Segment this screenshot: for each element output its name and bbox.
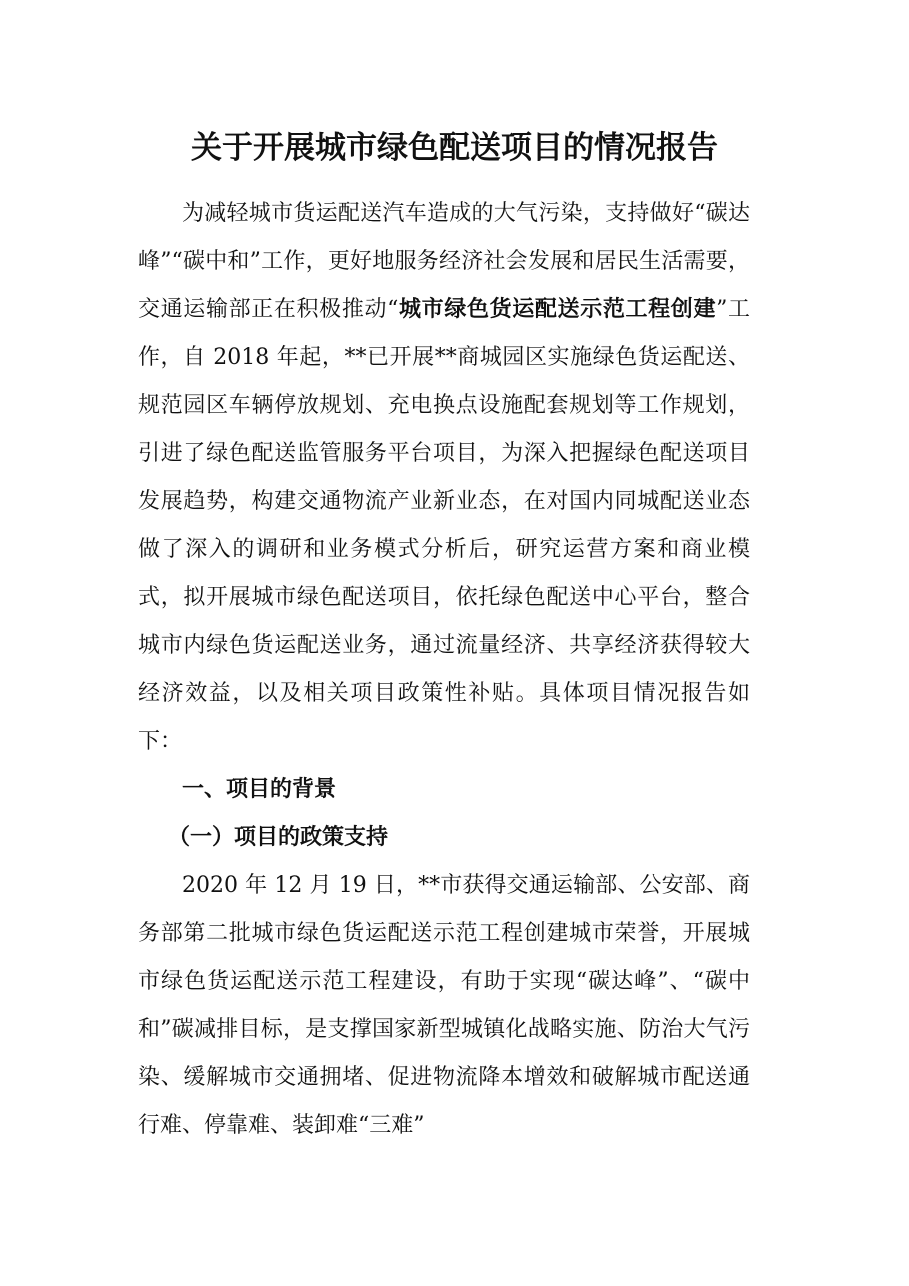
paragraph-intro-text-b: ”工作，自 2018 年起，**已开展**商城园区实施绿色货运配送、规范园区车辆停放规划、充电换点设施配套规划等工作规划，引进了绿色配送监管服务平台项目，为深入把握绿色配送项目发展趋势，构建交通物流产业新业态，在对国内同城配送业态做了深入的调研和业务模式分析后，研究运营方案和商业模式，拟开展城市绿色配送项目，依托绿色配送中心平台，整合城市内绿色货运配送业务，通过流量经济、共享经济获得较大经济效益，以及相关项目政策性补贴。具体项目情况报告如下：	[138, 297, 750, 754]
paragraph-policy: 2020 年 12 月 19 日，**市获得交通运输部、公安部、商务部第二批城市绿色货运配送示范工程创建城市荣誉，开展城市绿色货运配送示范工程建设，有助于实现“碳达峰”、“碳中和”碳减排目标，是支撑国家新型城镇化战略实施、防治大气污染、缓解城市交通拥堵、促进物流降本增效和破解城市配送通行难、停靠难、装卸难“三难”	[138, 873, 750, 1138]
document-body	[138, 190, 750, 1150]
paragraph-intro	[138, 190, 750, 766]
paragraph-intro-bold: 城市绿色货运配送示范工程创建	[398, 297, 717, 322]
document-title: 关于开展城市绿色配送项目的情况报告	[191, 130, 718, 166]
section-heading-background: 一、项目的背景	[182, 777, 337, 802]
subsection-heading-policy: （一）项目的政策支持	[168, 825, 389, 850]
paragraph-intro-text-a: 为减轻城市货运配送汽车造成的大气污染，支持做好“碳达峰”“碳中和”工作，更好地服务经济社会发展和居民生活需要，交通运输部正在积极推动“	[138, 201, 750, 322]
